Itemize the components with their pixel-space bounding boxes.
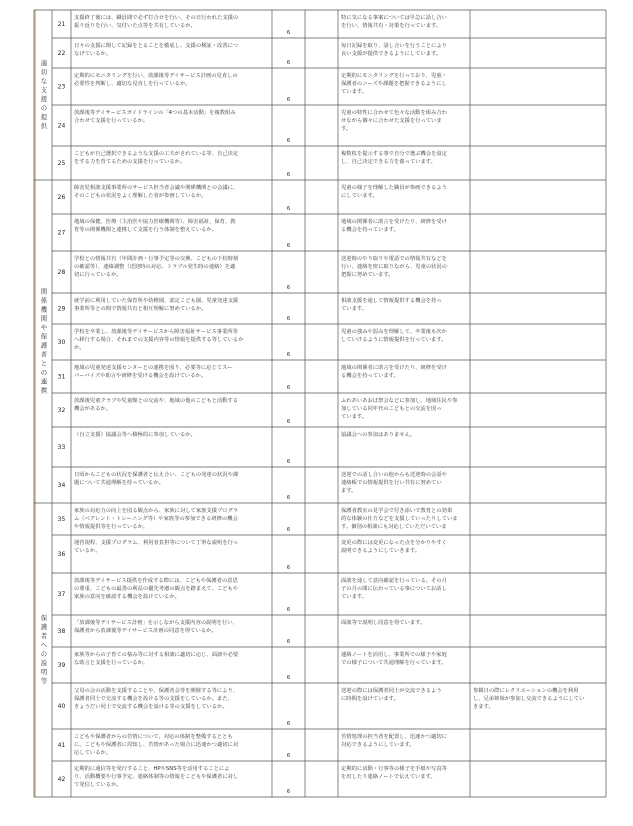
item-number: 28 bbox=[57, 269, 66, 276]
comment-text: 定期的にモニタリングを行っており、児童・保護者のニーズや課題を把握できるようにしています。 bbox=[341, 73, 447, 95]
item-text: 支援終了後には、職員間で必ず打合せを行い、その日行われた支援の振り返りを行い、気付いた点等を共有しているか。 bbox=[74, 15, 239, 29]
item-number: 22 bbox=[57, 50, 66, 57]
comment-text: 毎日記録を取り、話し合いを行うことにより良い支援が提供できるようにしています。 bbox=[341, 43, 447, 57]
item-text: 日頃からこどもの状況を保護者と伝え合い、こどもの発達の状況や課題について共通理解を持っているか。 bbox=[74, 472, 239, 486]
table-row bbox=[58, 217, 447, 249]
table-row bbox=[58, 576, 447, 613]
item-number: 27 bbox=[57, 229, 66, 237]
table-row bbox=[58, 764, 448, 795]
item-text: こどもが自己選択できるような支援の工夫がされている等、自己決定をする力を育てるための支援を行っているか。 bbox=[74, 151, 239, 165]
item-number: 26 bbox=[57, 194, 66, 201]
comment-text: 送迎での話し合いの他からも送迎時の会話や連絡帳での情報提供を行い共有に努めています。 bbox=[341, 472, 447, 494]
score-value: 6 bbox=[286, 527, 291, 533]
table-row bbox=[58, 538, 447, 571]
item-number: 34 bbox=[57, 482, 66, 489]
item-text: 放課後児童クラブや児童館との交流や、地域の他のこどもと活動する機会があるか。 bbox=[74, 398, 239, 412]
table-row bbox=[58, 108, 447, 144]
improvement-text: 参観日の際にレクリエーションの機会を利用し、兄弟姉妹が参加し交流できるようにしていきます。 bbox=[473, 688, 585, 710]
item-text: 家族の対応力の向上を図る観点から、家族に対して家族支援プログラム（ペアレント・トレーニング等）や家族等の参加できる研修の機会や情報提供等を行っているか。 bbox=[74, 508, 239, 530]
item-text: 学校を卒業し、放課後等デイサービスから障害福祉サービス事業所等へ移行する場合、それまでの支援内容等の情報を提供する等しているかか。 bbox=[74, 329, 244, 351]
score-value: 6 bbox=[286, 607, 291, 613]
table-body bbox=[41, 13, 584, 795]
comment-text: 保護者教室の見学会で付き添いで教育との効果的な体験の仕方などを支援していったりしています。個別の相談にも対応していただいていま bbox=[341, 508, 458, 530]
item-number: 32 bbox=[57, 407, 66, 414]
comment-text: 協議会への参加はありません。 bbox=[341, 432, 416, 438]
item-text: 日々の支援に関して記録をとることを徹底し、支援の検証・改善につなげているか。 bbox=[74, 43, 239, 57]
comment-text: 地域の関係者に助言を受けたり、研修を受ける機会を持っています。 bbox=[341, 365, 447, 379]
item-text: 父母の会の活動を支援することや、保護者会等を開催する等により、保護者同士で交流する機会を設ける等の支援をしているか。また、きょうだい同士で交流する機会を設ける等の支援をしているか。 bbox=[74, 688, 239, 710]
score-value: 6 bbox=[286, 97, 291, 103]
item-text: 地域の保健、医療（主治医や協力医療機関等）、障害福祉、保育、教育等の関係機関と連携して支援を行う体制を整えているか。 bbox=[74, 219, 236, 233]
item-number: 25 bbox=[57, 160, 66, 167]
item-text: 「放課後等デイサービス計画」を示しながら支援内容の説明を行い、保護者から放課後等デイサービス計画の同意を得ているか。 bbox=[74, 620, 238, 634]
score-value: 6 bbox=[286, 243, 291, 249]
table-row bbox=[58, 183, 447, 212]
item-number: 40 bbox=[57, 703, 66, 710]
table-row bbox=[58, 618, 426, 645]
category-label: 保護者への説明等 bbox=[40, 614, 48, 685]
item-number: 42 bbox=[57, 776, 66, 783]
item-number: 30 bbox=[57, 339, 66, 346]
category-label: 適切な支援の提供 bbox=[40, 59, 48, 130]
comment-text: 児童の様子を理解した職員が参画できるようにしています。 bbox=[341, 185, 447, 199]
score-value: 6 bbox=[286, 639, 291, 645]
item-number: 21 bbox=[57, 21, 66, 28]
score-value: 6 bbox=[286, 565, 291, 571]
table-row bbox=[58, 71, 447, 103]
item-number: 38 bbox=[57, 628, 66, 635]
item-number: 24 bbox=[57, 122, 66, 130]
score-value: 6 bbox=[286, 495, 291, 501]
item-text: 運営規程、支援プログラム、利用者負担等について丁寧な説明を行っているか。 bbox=[74, 540, 239, 554]
score-value: 6 bbox=[286, 789, 291, 795]
score-value: 6 bbox=[286, 172, 291, 178]
item-number: 31 bbox=[57, 373, 66, 381]
table-row bbox=[58, 650, 448, 681]
table-row bbox=[58, 686, 585, 727]
item-text: 学校との情報共有（年間計画・行事予定等の交換、こどもの下校時刻の確認等）、連絡調整（送迎時の対応、トラブル発生時の連絡）を適切に行っているか。 bbox=[74, 256, 239, 278]
table-row bbox=[58, 149, 448, 178]
comment-text: ふれあいあおば祭会などに参加し、地域住民や参加している同年代のこどもとの交流を図っています。 bbox=[341, 398, 458, 420]
item-text: 定期的にモニタリングを行い、放課後等デイサービス計画の見直しの必要性を判断し、適切な見直しを行っているか。 bbox=[74, 73, 238, 87]
comment-text: 送迎の際には保護者同士が交流できるように時間を設けています。 bbox=[341, 688, 442, 702]
table-row bbox=[58, 363, 447, 391]
comment-text: 児童の強みや弱みを理解して、卒業後も次かしていけるように情報提供を行っています。 bbox=[341, 329, 447, 343]
item-text: こどもや保護者からの苦情について、対応の体制を整備するとともに、こどもや保護者に周知し、苦情があった場合に迅速かつ適切に対応しているか。 bbox=[74, 734, 239, 756]
table-row bbox=[58, 296, 442, 322]
comment-text: 連絡ノートを活用し、事業所での様子や家庭での様子について共通理解を行っています。 bbox=[341, 652, 447, 666]
score-value: 6 bbox=[286, 30, 291, 36]
comment-text: 面談を通して意向確認を行っている。その月子の月の間に伝わっている事についてお話しています。 bbox=[341, 578, 447, 600]
item-text: 障害児相談支援事業所のサービス担当者会議や関係機関との会議に、そのこどもの状況をよく理解した者が参画しているか。 bbox=[74, 185, 239, 199]
score-value: 6 bbox=[286, 352, 291, 358]
table-row bbox=[58, 470, 447, 501]
score-value: 6 bbox=[286, 60, 291, 66]
item-text: 就学前に利用していた保育所や幼稚園、認定こども園、児童発達支援事業所等との間で情報共有と相互理解に努めているか。 bbox=[74, 298, 239, 312]
table-row bbox=[58, 732, 447, 759]
comment-text: 複数枚を提示する事で自分で選ぶ機会を設定し、自己決定できる力を養っています。 bbox=[341, 151, 447, 165]
item-number: 41 bbox=[57, 742, 66, 749]
comment-text: 苦情処理の担当者を配置し、迅速かつ適切に対応できるようにしています。 bbox=[341, 734, 447, 748]
comment-text: 送迎時のやり取りや電話での情報共有などを行い、連絡を密に取りながら、児童の状況の把握に努めています。 bbox=[341, 256, 447, 278]
item-text: （自立支援）協議会等へ積極的に参加しているか。 bbox=[74, 432, 196, 438]
item-number: 37 bbox=[57, 591, 66, 598]
item-number: 35 bbox=[57, 516, 66, 523]
score-value: 6 bbox=[286, 675, 291, 681]
table-row bbox=[58, 396, 459, 425]
item-number: 36 bbox=[57, 551, 66, 558]
item-text: 定期的に通信等を発行すること、HPやSNS等を活用することにより、活動概要や行事予定、連絡体制等の情報をこどもや保護者に対して発信しているか。 bbox=[74, 766, 239, 788]
comment-text: 変更の際には変更になった点を分かりやすく説明できるようにしていきます。 bbox=[341, 540, 447, 554]
comment-text: 児童の特性に合わせて色々な活動を組み合わせながら個々に合わせた支援を行っています。 bbox=[341, 110, 447, 132]
score-value: 6 bbox=[286, 385, 291, 391]
table-row bbox=[58, 327, 447, 358]
score-value: 6 bbox=[286, 753, 291, 759]
comment-text: 特に気になる事案については早急に話し合いを行い、情報共有・対策を行っています。 bbox=[341, 15, 447, 29]
comment-text: 定期的に活動・行事等の様子を手紙や写真等を出したり連絡ノートで伝えています。 bbox=[341, 766, 447, 780]
score-value: 6 bbox=[286, 206, 291, 212]
item-number: 29 bbox=[57, 305, 66, 313]
table-row bbox=[58, 506, 458, 533]
score-value: 6 bbox=[286, 285, 291, 291]
table-row bbox=[58, 41, 447, 66]
table-row bbox=[58, 430, 416, 465]
score-value: 6 bbox=[286, 316, 291, 322]
item-text: 放課後等デイサービスガイドラインの「4つの基本活動」を複数組み合わせて支援を行っているか。 bbox=[74, 110, 236, 124]
item-text: 家族等からの子育ての悩み等に対する相談に適切に応じ、面談や必要な助言と支援を行っているか。 bbox=[74, 652, 239, 666]
item-text: 地域の児童発達支援センターとの連携を図り、必要等に応じてスーパーバイズや助言や研修を受ける機会を設けているか。 bbox=[74, 365, 233, 379]
score-value: 6 bbox=[286, 721, 291, 727]
score-value: 6 bbox=[286, 459, 291, 465]
comment-text: 相談支援を通して情報提供する機会を持っています。 bbox=[341, 298, 442, 312]
table-row bbox=[58, 13, 447, 36]
category-label: 関係機関や保護者との連携 bbox=[40, 287, 48, 395]
comment-text: 面談等で説明し同意を得ています。 bbox=[341, 620, 426, 626]
item-number: 23 bbox=[57, 83, 66, 91]
item-number: 39 bbox=[57, 662, 66, 669]
comment-text: 地域の関係者に助言を受けたり、研修を受ける機会を持っています。 bbox=[341, 219, 447, 233]
score-value: 6 bbox=[286, 138, 291, 144]
item-number: 33 bbox=[57, 444, 66, 451]
score-value: 6 bbox=[286, 419, 291, 425]
item-text: 放課後等デイサービス提供を作成する際には、こどもや保護者の意思の尊重、こどもの最善の利益の優先考慮の観点を踏まえて、こどもや家族の意向を確認する機会を設けているか。 bbox=[74, 578, 239, 600]
table-row bbox=[58, 254, 447, 291]
